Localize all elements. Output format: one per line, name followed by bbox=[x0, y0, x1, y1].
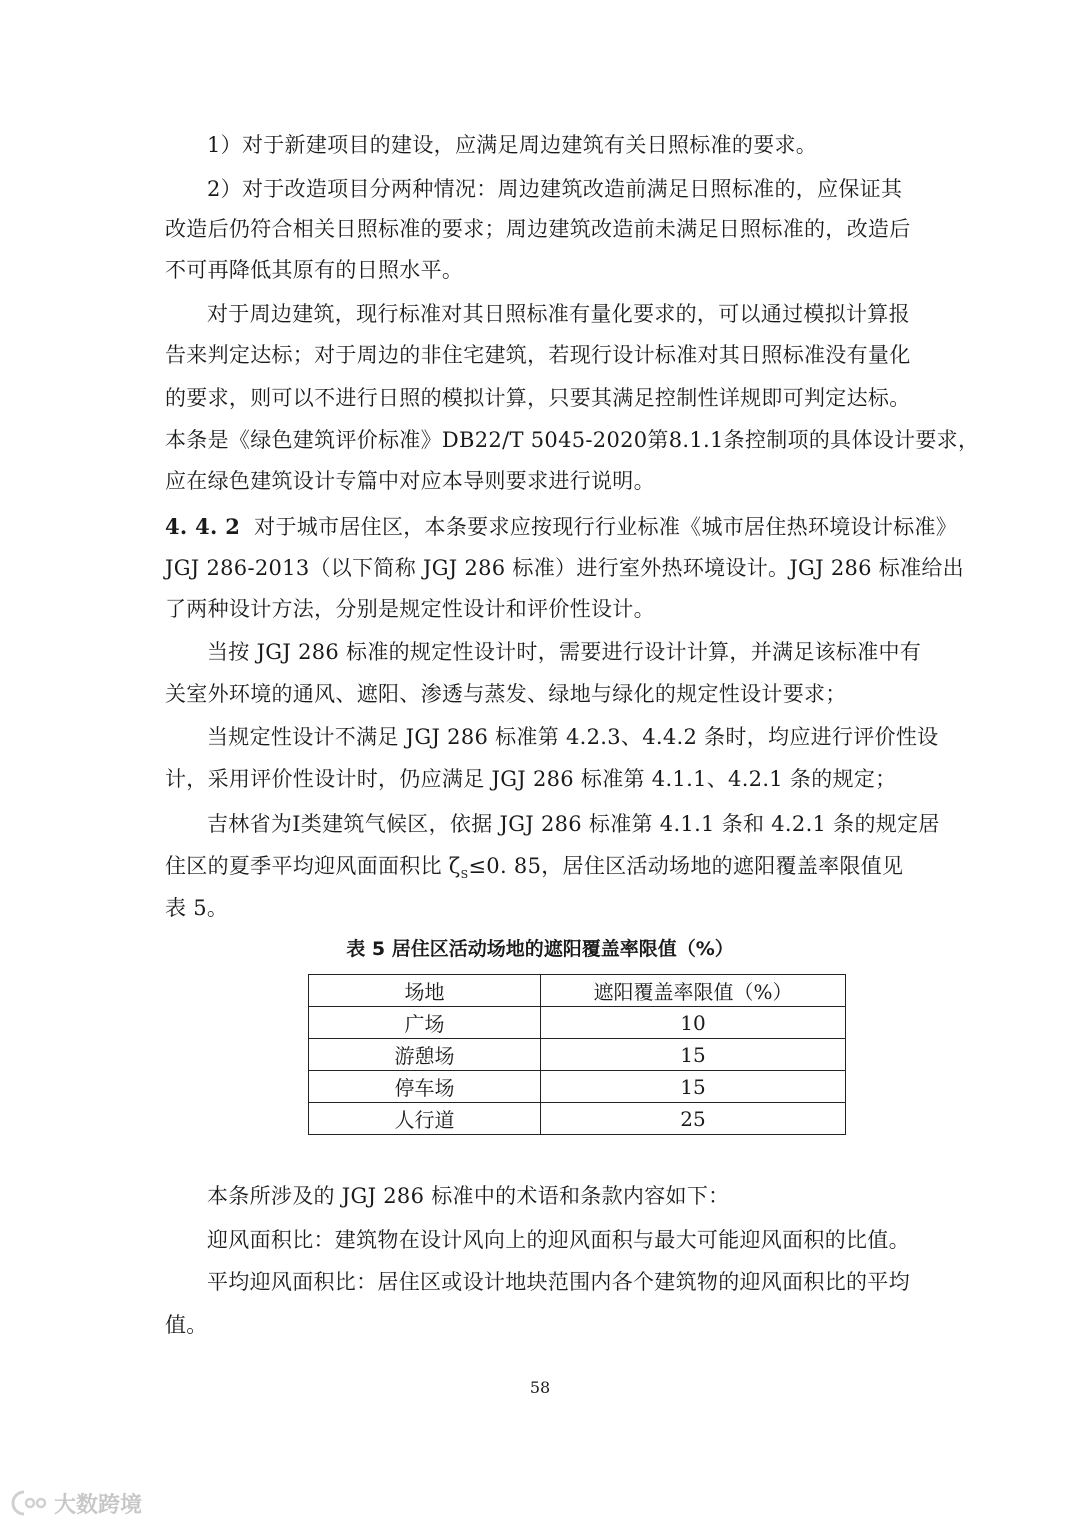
paragraph-line: 当规定性设计不满足 JGJ 286 标准第 4.2.3、4.4.2 条时，均应进行评价性设 bbox=[207, 725, 939, 749]
paragraph-line: 吉林省为Ⅰ类建筑气候区，依据 JGJ 286 标准第 4.1.1 条和 4.2.1 条的规定居 bbox=[207, 812, 940, 836]
table-cell: 停车场 bbox=[309, 1071, 541, 1103]
watermark bbox=[10, 1486, 142, 1520]
paragraph-line: JGJ 286-2013（以下简称 JGJ 286 标准）进行室外热环境设计。JGJ 286 标准给出 bbox=[165, 556, 964, 580]
table-cell: 15 bbox=[541, 1071, 846, 1103]
paragraph-line bbox=[165, 851, 925, 890]
paragraph-line: 平均迎风面积比：居住区或设计地块范围内各个建筑物的迎风面积比的平均 bbox=[207, 1270, 910, 1294]
table-header-cell: 遮阳覆盖率限值（%） bbox=[541, 975, 846, 1007]
paragraph-line: 2）对于改造项目分两种情况：周边建筑改造前满足日照标准的，应保证其 bbox=[207, 177, 903, 201]
table-row bbox=[309, 1007, 846, 1039]
paragraph-line: 当按 JGJ 286 标准的规定性设计时，需要进行设计计算，并满足该标准中有 bbox=[207, 640, 922, 664]
table-header-row bbox=[309, 975, 846, 1007]
subscript-s: S bbox=[460, 868, 469, 882]
paragraph-line: 告来判定达标；对于周边的非住宅建筑，若现行设计标准对其日照标准没有量化 bbox=[165, 343, 911, 367]
paragraph-line: 应在绿色建筑设计专篇中对应本导则要求进行说明。 bbox=[165, 469, 655, 493]
table-header-cell: 场地 bbox=[309, 975, 541, 1007]
paragraph-line: 不可再降低其原有的日照水平。 bbox=[165, 258, 464, 282]
paragraph-line: 关室外环境的通风、遮阳、渗透与蒸发、绿地与绿化的规定性设计要求； bbox=[165, 682, 847, 706]
section-4-4-2-line bbox=[165, 512, 958, 542]
table-row bbox=[309, 1071, 846, 1103]
table-cell: 人行道 bbox=[309, 1103, 541, 1135]
paragraph-line: 迎风面积比：建筑物在设计风向上的迎风面积与最大可能迎风面积的比值。 bbox=[207, 1228, 910, 1252]
table-cell: 游憩场 bbox=[309, 1039, 541, 1071]
paragraph-segment: 住区的夏季平均迎风面面积比 ζ bbox=[165, 854, 461, 878]
watermark-logo-icon bbox=[10, 1488, 50, 1518]
table-cell: 广场 bbox=[309, 1007, 541, 1039]
paragraph-line: 1）对于新建项目的建设，应满足周边建筑有关日照标准的要求。 bbox=[207, 133, 818, 157]
paragraph-segment: ≤0. 85，居住区活动场地的遮阳覆盖率限值见 bbox=[468, 854, 904, 878]
paragraph-line: 计，采用评价性设计时，仍应满足 JGJ 286 标准第 4.1.1、4.2.1 条的规定； bbox=[165, 767, 897, 791]
paragraph-line: 表 5。 bbox=[165, 896, 229, 920]
table-cell: 10 bbox=[541, 1007, 846, 1039]
paragraph-line: 改造后仍符合相关日照标准的要求；周边建筑改造前未满足日照标准的，改造后 bbox=[165, 217, 911, 241]
paragraph-line: 了两种设计方法，分别是规定性设计和评价性设计。 bbox=[165, 597, 655, 621]
table-cell: 25 bbox=[541, 1103, 846, 1135]
paragraph-line: 对于周边建筑，现行标准对其日照标准有量化要求的，可以通过模拟计算报 bbox=[207, 302, 910, 326]
page-number: 58 bbox=[529, 1378, 551, 1397]
table-row bbox=[309, 1039, 846, 1071]
table-caption: 表 5 居住区活动场地的遮阳覆盖率限值（%） bbox=[346, 938, 734, 960]
table-row bbox=[309, 1103, 846, 1135]
watermark-text: 大数跨境 bbox=[54, 1492, 143, 1518]
paragraph-line: 本条是《绿色建筑评价标准》DB22/T 5045-2020第8.1.1条控制项的具体设计要求， bbox=[165, 428, 980, 452]
section-text: 对于城市居住区，本条要求应按现行行业标准《城市居住热环境设计标准》 bbox=[254, 515, 958, 539]
paragraph-line: 值。 bbox=[165, 1313, 208, 1337]
paragraph-line: 本条所涉及的 JGJ 286 标准中的术语和条款内容如下： bbox=[207, 1184, 730, 1208]
shading-coverage-table bbox=[308, 974, 846, 1135]
table-cell: 15 bbox=[541, 1039, 846, 1071]
section-number: 4. 4. 2 bbox=[165, 514, 241, 539]
paragraph-line: 的要求，则可以不进行日照的模拟计算，只要其满足控制性详规即可判定达标。 bbox=[165, 386, 911, 410]
